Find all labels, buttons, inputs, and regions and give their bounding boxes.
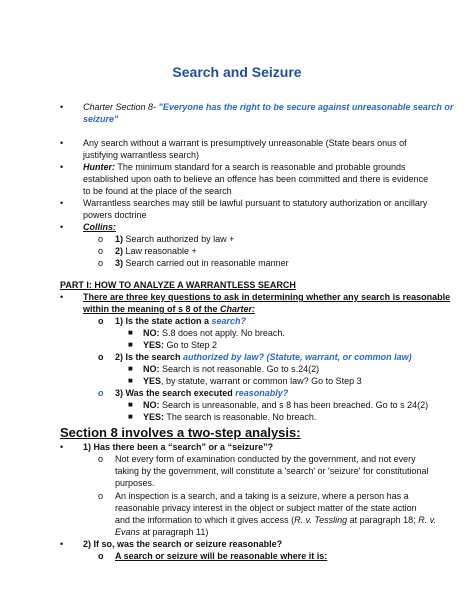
collins-item	[115, 245, 197, 257]
step1-text: at paragraph 18;	[347, 515, 419, 525]
warrantless-text: Any search without a warrant is presumptively unreasonable (State bears onus of	[83, 138, 407, 148]
no-label: NO:	[143, 400, 160, 410]
square-bullet: ■	[128, 412, 133, 421]
collins-text: Search authorized by law +	[123, 234, 235, 244]
bullet-dot: •	[60, 222, 64, 232]
hunter-text-cont: established upon oath to believe an offence has been committed and there is evidence	[83, 174, 429, 184]
circle-bullet: o	[98, 388, 104, 398]
yes-text: The search is reasonable. No breach.	[164, 412, 317, 422]
question-emphasis: authorized by law? (Statute, warrant, or common law)	[183, 352, 412, 362]
hunter-text-cont: to be found at the place of the search	[83, 186, 232, 196]
collins-num: 3)	[115, 258, 124, 268]
question-3	[115, 387, 288, 399]
circle-bullet: o	[98, 491, 104, 501]
q3-yes	[143, 411, 316, 423]
collins-text: Law reasonable +	[123, 246, 197, 256]
part1-questions: There are three key questions to ask in determining whether any search is reasonable	[83, 292, 451, 302]
collins-text: Search carried out in reasonable manner	[123, 258, 289, 268]
hunter-line	[83, 161, 406, 173]
step1-point-b-cont	[115, 526, 208, 538]
step1-text: at paragraph 11)	[140, 527, 209, 537]
yes-text: Go to Step 2	[164, 340, 218, 350]
part1-questions-cont	[83, 303, 255, 315]
question-text: 2) Is the search	[115, 352, 184, 362]
statutory-text-cont: powers doctrine	[83, 210, 147, 220]
hunter-label: Hunter:	[83, 162, 115, 172]
circle-bullet: o	[98, 234, 104, 244]
square-bullet: ■	[128, 340, 133, 349]
step1-point-a-cont: taking by the government, will constitute a 'search' or 'seizure' for constitutional	[115, 466, 429, 476]
square-bullet: ■	[128, 376, 133, 385]
part1-heading: PART I: HOW TO ANALYZE A WARRANTLESS SEARCH	[60, 280, 296, 290]
question-emphasis: reasonably?	[235, 388, 289, 398]
step1-point-b: An inspection is a search, and a taking is a seizure, where a person has a	[115, 491, 409, 501]
charter-prefix: Charter Section 8-	[83, 102, 159, 112]
section8-heading: Section 8 involves a two-step analysis:	[60, 425, 301, 440]
questions-text: within the meaning of s 8 of the	[83, 304, 221, 314]
bullet-dot: •	[60, 102, 64, 112]
collins-item	[115, 233, 234, 245]
statutory-text: Warrantless searches may still be lawful pursuant to statutory authorization or ancillary	[83, 198, 428, 208]
square-bullet: ■	[128, 364, 133, 373]
circle-bullet: o	[98, 316, 104, 326]
yes-label: YES	[143, 376, 162, 386]
bullet-dot: •	[60, 292, 64, 302]
bullet-dot: •	[60, 442, 64, 452]
no-text: Search is not reasonable. Go to s.24(2)	[159, 364, 320, 374]
step1-point-b-cont: reasonable privacy interest in the object or subject matter of the state action	[115, 503, 417, 513]
no-label: NO:	[143, 364, 160, 374]
charter-line	[83, 101, 453, 113]
step1-text: and the information to which it gives access (	[115, 515, 295, 525]
circle-bullet: o	[98, 551, 104, 561]
question-emphasis: search?	[211, 316, 247, 326]
hunter-text: The minimum standard for a search is reasonable and probable grounds	[115, 162, 406, 172]
no-text: S.8 does not apply. No breach.	[159, 328, 285, 338]
question-text: 3) Was the search executed	[115, 388, 236, 398]
page-title: Search and Seizure	[172, 64, 302, 80]
question-text: 1) Is the state action a	[115, 316, 212, 326]
charter-quote-cont: seizure"	[83, 114, 119, 124]
collins-item	[115, 257, 289, 269]
step1-point-b-cont	[115, 514, 436, 526]
step1-question: 1) Has there been a “search” or a “seizure”?	[83, 442, 274, 452]
square-bullet: ■	[128, 328, 133, 337]
yes-label: YES:	[143, 340, 165, 350]
bullet-dot: •	[60, 539, 64, 549]
case-citation: R. v. Tessling	[294, 515, 348, 525]
step1-point-a-cont: purposes.	[115, 478, 155, 488]
case-citation: R. v.	[418, 515, 437, 525]
step2-question: 2) If so, was the search or seizure reasonable?	[83, 539, 283, 549]
bullet-dot: •	[60, 198, 64, 208]
circle-bullet: o	[98, 454, 104, 464]
square-bullet: ■	[128, 400, 133, 409]
circle-bullet: o	[98, 246, 104, 256]
q1-yes	[143, 339, 217, 351]
circle-bullet: o	[98, 352, 104, 362]
q3-no	[143, 399, 428, 411]
q2-no	[143, 363, 319, 375]
q1-no	[143, 327, 285, 339]
yes-label: YES:	[143, 412, 165, 422]
question-1	[115, 315, 246, 327]
step1-point-a: Not every form of examination conducted by the government, and not every	[115, 454, 416, 464]
charter-quote: "Everyone has the right to be secure against unreasonable search or	[158, 102, 454, 112]
collins-label: Collins:	[83, 222, 116, 232]
no-text: Search is unreasonable, and s 8 has been breached. Go to s 24(2)	[159, 400, 429, 410]
bullet-dot: •	[60, 162, 64, 172]
case-citation: Evans	[115, 527, 141, 537]
step2-point-a: A search or seizure will be reasonable where it is:	[115, 551, 328, 561]
bullet-dot: •	[60, 138, 64, 148]
question-2	[115, 351, 412, 363]
yes-text: , by statute, warrant or common law? Go to Step 3	[161, 376, 362, 386]
collins-num: 2)	[115, 246, 124, 256]
no-label: NO:	[143, 328, 160, 338]
circle-bullet: o	[98, 258, 104, 268]
q2-yes	[143, 375, 362, 387]
charter-ref: Charter:	[220, 304, 256, 314]
warrantless-text-cont: justifying warrantless search)	[83, 150, 200, 160]
collins-num: 1)	[115, 234, 124, 244]
